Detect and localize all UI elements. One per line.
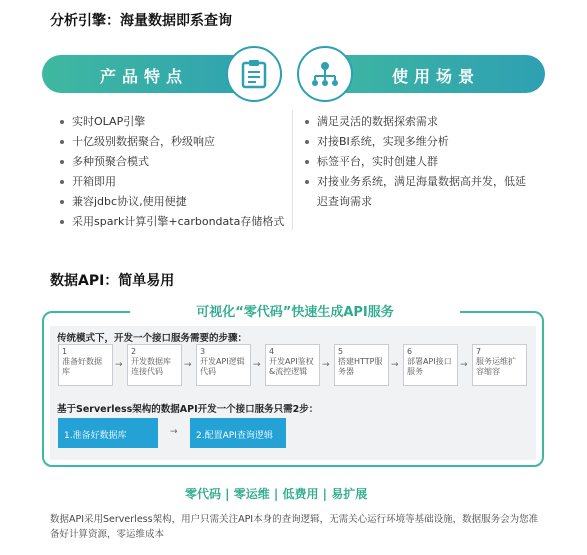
footer-description: [50, 512, 550, 542]
traditional-steps-label: 传统模式下，开发一个接口服务需要的步骤：: [57, 333, 248, 344]
step-box: 4 开发API鉴权&流控逻辑: [265, 344, 320, 386]
features-tagline: 零代码 | 零运维 | 低费用 | 易扩展: [185, 487, 368, 501]
arrow-right-icon: →: [184, 360, 192, 370]
list-item: 十亿级别数据聚合，秒级响应: [60, 132, 285, 152]
arrow-right-icon: →: [115, 360, 123, 370]
section-title-analytics: 分析引擎：海量数据即系查询: [50, 13, 232, 29]
arrow-right-icon: →: [170, 427, 178, 437]
footer-line-2: 备好计算资源，零运维成本: [50, 529, 165, 540]
list-item: 采用spark计算引擎+carbondata存储格式: [60, 212, 285, 232]
product-features-list: [60, 112, 285, 232]
step-box: 5 搭建HTTP服务器: [334, 344, 389, 386]
arrow-right-icon: →: [460, 360, 468, 370]
arrow-right-icon: →: [391, 360, 399, 370]
use-cases-list: [305, 112, 545, 212]
section-title-data-api: 数据API：简单易用: [50, 273, 175, 289]
step-box: 7 服务运维扩容缩容: [472, 344, 527, 386]
list-item: 满足灵活的数据探索需求: [305, 112, 545, 132]
list-item-continuation: 迟查询需求: [317, 195, 372, 208]
list-item: 对接BI系统，实现多维分析: [305, 132, 545, 152]
clipboard-list-icon: [226, 46, 282, 102]
list-item: 对接业务系统，满足海量数据高并发，低延: [305, 172, 545, 192]
use-cases-label: 使用场景: [392, 67, 481, 86]
list-item: 多种预聚合模式: [60, 152, 285, 172]
step-box: 3 开发API逻辑代码: [196, 344, 251, 386]
step-box: 1 准备好数据库: [58, 344, 113, 386]
serverless-step-1: 1.准备好数据库: [58, 418, 158, 448]
step-box: 6 部署API接口服务: [403, 344, 458, 386]
api-panel-title: 可视化“零代码”快速生成API服务: [130, 301, 460, 320]
column-divider: [292, 110, 293, 230]
list-item: 标签平台，实时创建人群: [305, 152, 545, 172]
serverless-step-2: 2.配置API查询逻辑: [190, 418, 286, 448]
arrow-right-icon: →: [322, 360, 330, 370]
serverless-steps-label: 基于Serverless架构的数据API开发一个接口服务只需2步：: [57, 404, 319, 415]
list-item: 兼容jdbc协议,使用便捷: [60, 192, 285, 212]
footer-line-1: 数据API采用Serverless架构，用户只需关注API本身的查询逻辑，无需关心运行环境等基础设施，数据服务会为您准: [50, 514, 539, 525]
list-item: 开箱即用: [60, 172, 285, 192]
network-tree-icon: [297, 46, 353, 102]
arrow-right-icon: →: [253, 360, 261, 370]
product-features-label: 产品特点: [100, 67, 189, 86]
step-box: 2 开发数据库连接代码: [127, 344, 182, 386]
list-item: 实时OLAP引擎: [60, 112, 285, 132]
